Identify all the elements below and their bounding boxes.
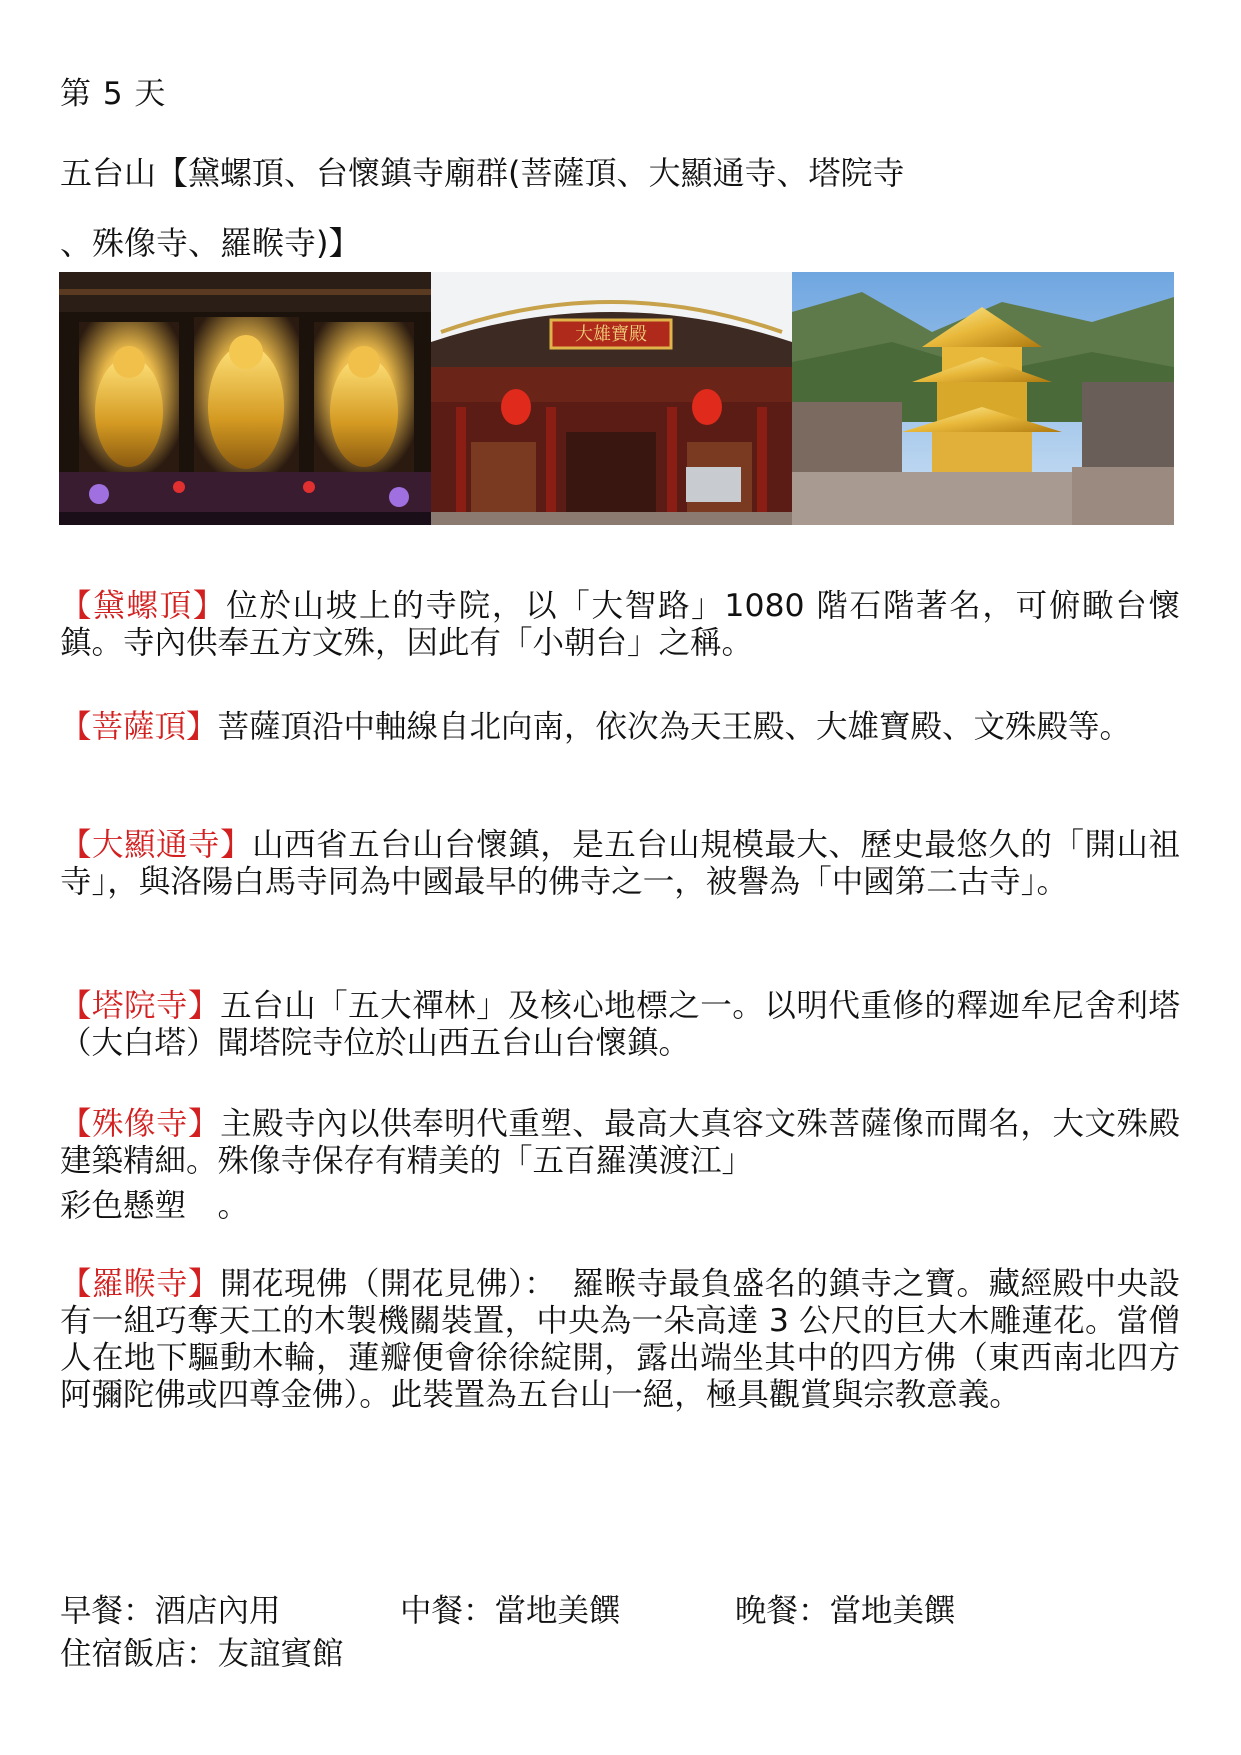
section-tag: 【羅睺寺】 — [60, 1266, 220, 1302]
section-luohou-temple — [60, 1266, 1180, 1414]
section-text-extra: 彩色懸塑 。 — [60, 1188, 250, 1224]
section-dailuoding — [60, 588, 1180, 662]
section-tag: 【塔院寺】 — [60, 988, 221, 1024]
section-text: 位於山坡上的寺院，以「大智路」1080 階石階著名，可俯瞰台懷鎮。寺內供奉五方文殊，因此有「小朝台」之稱。 — [60, 588, 1180, 661]
section-text: 山西省五台山台懷鎮，是五台山規模最大、歷史最悠久的「開山祖寺」，與洛陽白馬寺同為中國最早的佛寺之一，被譽為「中國第二古寺」。 — [60, 827, 1180, 900]
hotel-info: 住宿飯店：友誼賓館 — [60, 1636, 344, 1672]
day-label: 第 5 天 — [60, 76, 167, 112]
section-tag: 【黛螺頂】 — [60, 588, 227, 624]
section-tag: 【大顯通寺】 — [60, 827, 253, 863]
section-tag: 【菩薩頂】 — [60, 709, 218, 745]
photo-temple-hall — [431, 272, 792, 525]
section-text: 菩薩頂沿中軸線自北向南，依次為天王殿、大雄寶殿、文殊殿等。 — [217, 709, 1132, 745]
photo-golden-statues — [59, 272, 431, 525]
photo-strip — [59, 272, 1174, 525]
meal-dinner: 晚餐：當地美饌 — [735, 1593, 956, 1629]
section-pusading — [60, 709, 1180, 746]
section-text: 開花現佛（開花見佛）： 羅睺寺最負盛名的鎮寺之寶。藏經殿中央設有一組巧奪天工的木製機關裝置，中央為一朵高達 3 公尺的巨大木雕蓮花。當僧人在地下驅動木輪，蓮瓣便會徐徐綻開，露出端坐其中的四方佛（東西南北四方阿彌陀佛或四尊金佛）。此裝置為五台山一絕，極具觀賞與宗教意義。 — [60, 1266, 1180, 1413]
photo-golden-pavilion — [792, 272, 1174, 525]
route-title-line-2: 、殊像寺、羅睺寺)】 — [60, 224, 361, 262]
section-tayuan-temple — [60, 988, 1180, 1062]
section-shuxiang-temple — [60, 1106, 1180, 1225]
meals-row — [60, 1591, 956, 1631]
route-title-line-1: 五台山【黛螺頂、台懷鎮寺廟群(菩薩頂、大顯通寺、塔院寺 — [60, 154, 905, 192]
meal-lunch: 中餐：當地美饌 — [400, 1593, 621, 1629]
meal-breakfast: 早餐：酒店內用 — [60, 1593, 281, 1629]
section-tag: 【殊像寺】 — [60, 1106, 221, 1142]
section-daxiantong-temple — [60, 827, 1180, 901]
section-text: 五台山「五大禪林」及核心地標之一。以明代重修的釋迦牟尼舍利塔（大白塔）聞塔院寺位於山西五台山台懷鎮。 — [60, 988, 1180, 1061]
section-text: 主殿寺內以供奉明代重塑、最高大真容文殊菩薩像而聞名，大文殊殿建築精細。殊像寺保存有精美的「五百羅漢渡江」 — [60, 1106, 1180, 1179]
route-title — [60, 138, 1120, 278]
photo-sign-text: 大雄寶殿 — [575, 324, 647, 345]
